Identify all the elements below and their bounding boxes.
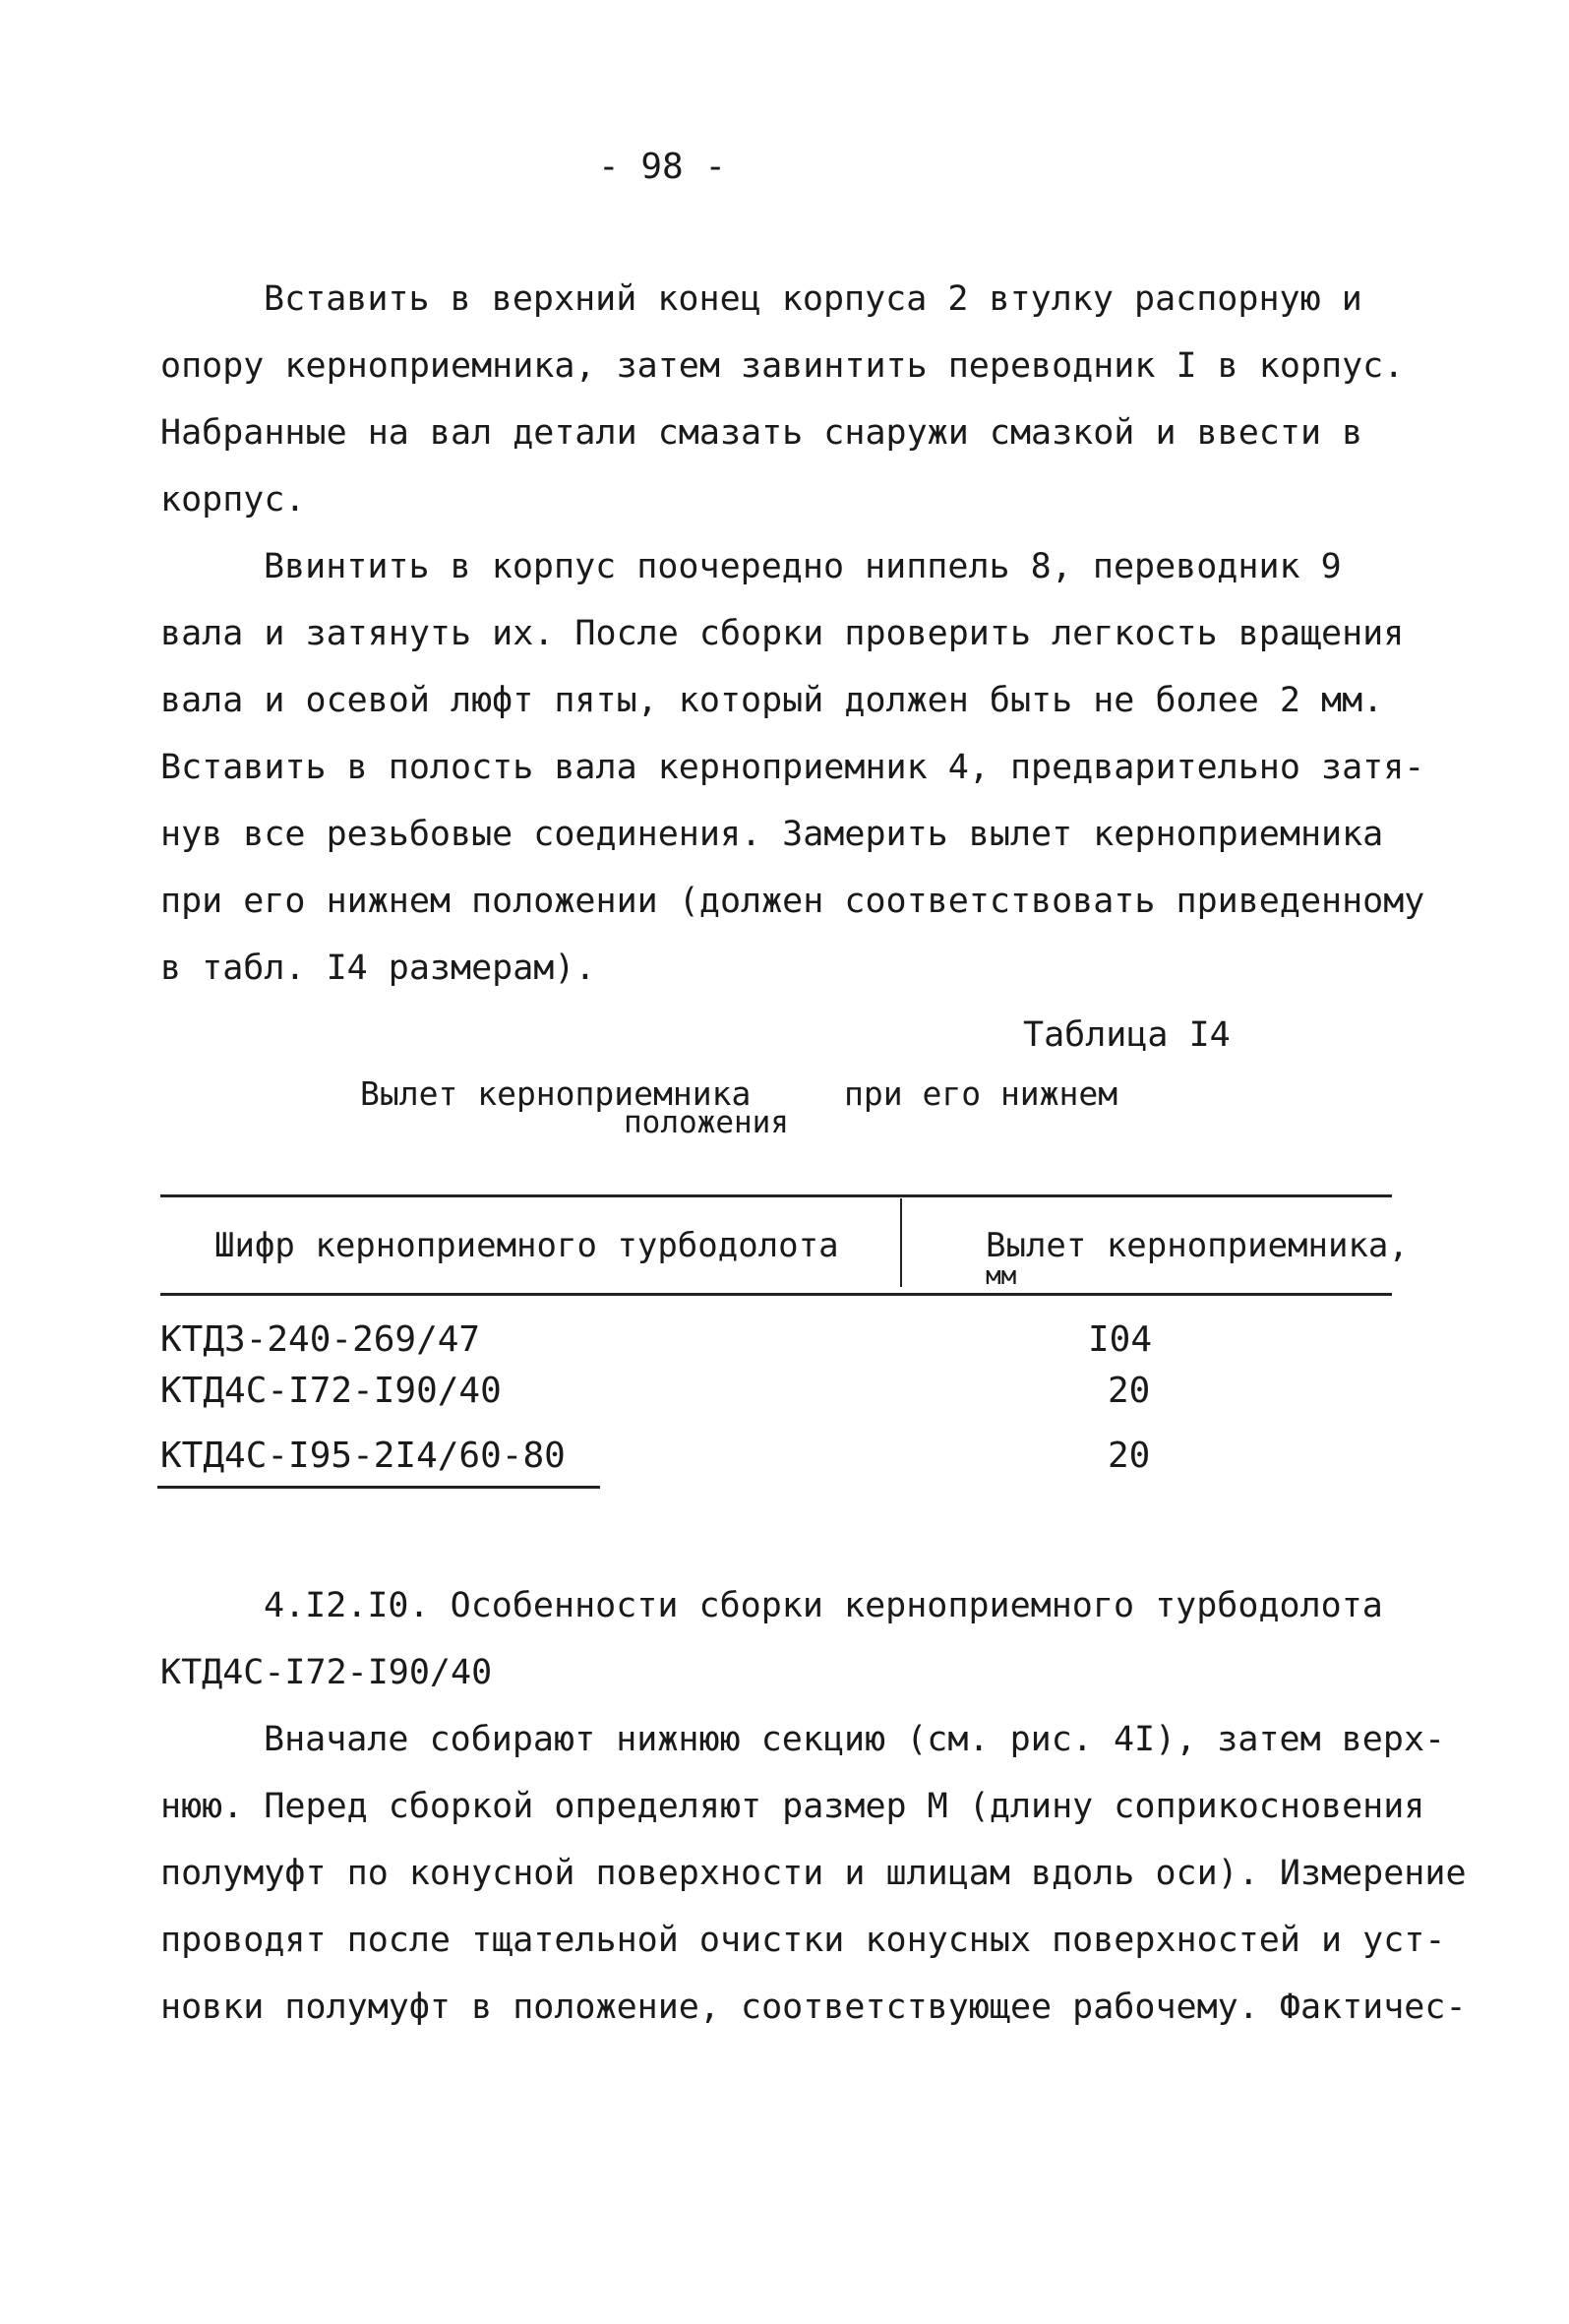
paragraph-2-line-7: в табл. I4 размерам). <box>160 948 596 988</box>
table-caption-line-1-right: при его нижнем <box>844 1074 1118 1113</box>
table-row-2-code: КТД4С-I72-I90/40 <box>160 1371 502 1411</box>
table-caption-line-1-left: Вылет керноприемника <box>360 1074 752 1113</box>
table-row-3-value: 20 <box>1108 1436 1151 1476</box>
section-heading-line-1: 4.I2.I0. Особенности сборки керноприемного турбодолота <box>264 1586 1383 1625</box>
table-column-divider <box>900 1198 902 1287</box>
section-body-line-3: полумуфт по конусной поверхности и шлицам вдоль оси). Измерение <box>160 1854 1467 1893</box>
paragraph-1-line-1: Вставить в верхний конец корпуса 2 втулку распорную и <box>264 279 1362 319</box>
table-label: Таблица I4 <box>1023 1015 1231 1055</box>
section-body-line-2: нюю. Перед сборкой определяют размер М (длину соприкосновения <box>160 1787 1425 1826</box>
paragraph-1-line-2: опору кернoприемника, затем завинтить переводник I в корпус. <box>160 346 1405 386</box>
table-header-rule <box>160 1293 1392 1296</box>
paragraph-2-line-4: Вставить в полость вала керноприемник 4, предварительно затя- <box>160 748 1425 787</box>
table-header-code: Шифр керноприемного турбодолота <box>214 1226 839 1265</box>
paragraph-2-line-5: нув все резьбовые соединения. Замерить вылет керноприемника <box>160 815 1384 854</box>
paragraph-2-line-6: при его нижнем положении (должен соответствовать приведенному <box>160 882 1425 921</box>
table-row-3-code: КТД4С-I95-2I4/60-80 <box>160 1436 566 1476</box>
table-bottom-rule <box>157 1486 600 1489</box>
section-heading-line-2: КТД4С-I72-I90/40 <box>160 1653 493 1692</box>
paragraph-2-line-1: Ввинтить в корпус поочередно ниппель 8, переводник 9 <box>264 547 1342 586</box>
paragraph-2-line-2: вала и затянуть их. После сборки проверить легкость вращения <box>160 614 1405 653</box>
paragraph-2-line-3: вала и осевой люфт пяты, который должен быть не более 2 мм. <box>160 681 1384 720</box>
page-number: - 98 - <box>598 147 727 187</box>
table-row-1-code: КТД3-240-269/47 <box>160 1319 481 1360</box>
table-header-unit: мм <box>986 1261 1017 1291</box>
table-top-rule <box>160 1194 1392 1197</box>
table-header-value: Вылет керноприемника, <box>986 1226 1409 1265</box>
paragraph-1-line-4: корпус. <box>160 480 306 520</box>
table-caption-line-2: положения <box>624 1105 789 1140</box>
table-row-2-value: 20 <box>1108 1371 1151 1411</box>
paragraph-1-line-3: Набранные на вал детали смазать снаружи смазкой и ввести в <box>160 413 1363 453</box>
section-body-line-5: новки полумуфт в положение, соответствующее рабочему. Фактичес- <box>160 1988 1467 2027</box>
section-body-line-4: проводят после тщательной очистки конусных поверхностей и уст- <box>160 1921 1446 1960</box>
section-body-line-1: Вначале собирают нижнюю секцию (см. рис. 4I), затем верх- <box>264 1720 1446 1759</box>
table-row-1-value: I04 <box>1088 1319 1153 1360</box>
